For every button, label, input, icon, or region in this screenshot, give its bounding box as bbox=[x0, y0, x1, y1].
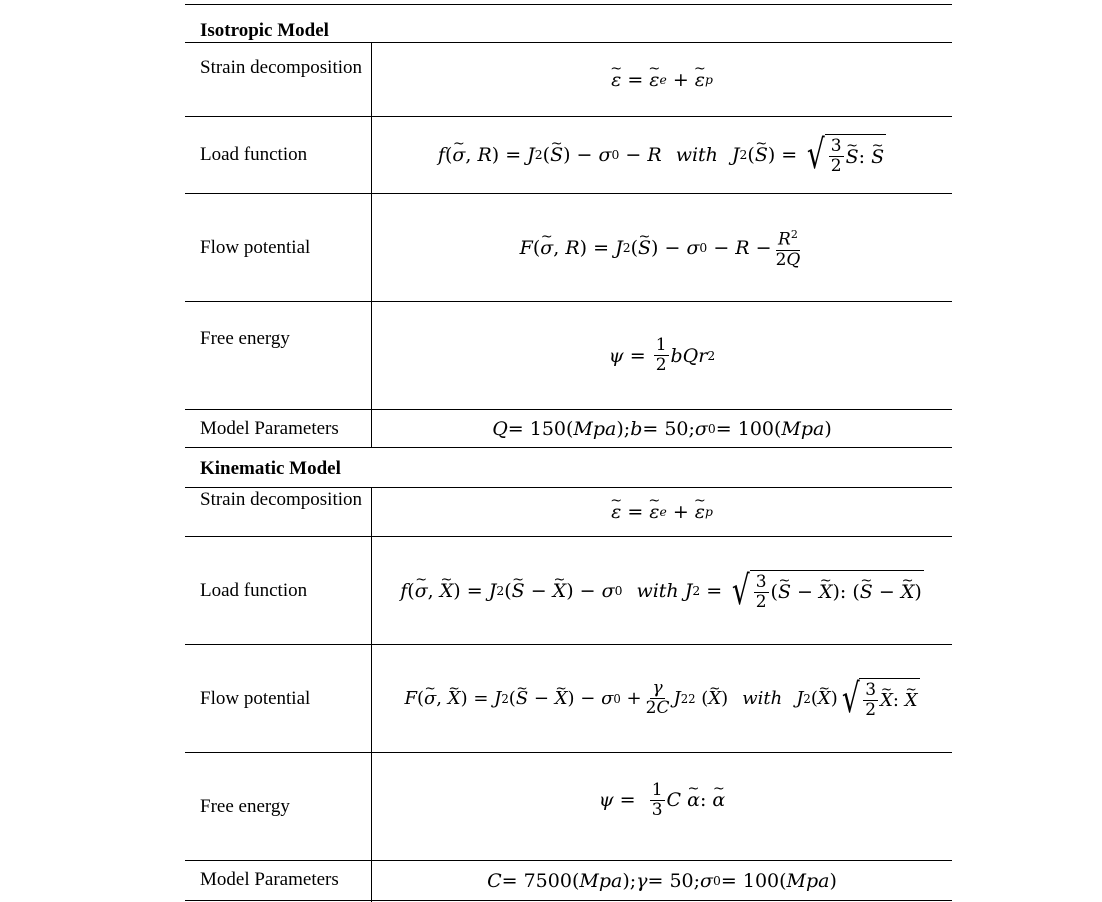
row-label-model-parameters: Model Parameters bbox=[200, 869, 339, 890]
formula-load-function-kin: f ( ~ σ , ~ X ) = J 2 ( ~ S − ~ X ) − σ 0 with J 2 = √ $\frac{3}{2}$ ( ~ S − ~ X ): ( ~ S − ~ X ) bbox=[372, 537, 952, 644]
section-title-isotropic: Isotropic Model bbox=[200, 20, 329, 41]
row-label-strain-decomposition: Strain decomposition bbox=[200, 489, 363, 510]
formula-free-energy-iso: ψ = $\frac{1}{2}$ bQr 2 bbox=[608, 335, 716, 375]
formula-load-function-iso: f ( ~ σ , R ) = J 2 ( ~ S ) − σ 0 − R with J 2 ( ~ S ) = √ $\frac{3}{2}$ ~ S : ~ S bbox=[372, 117, 952, 193]
formula-model-parameters-kin: C = 7500( Mpa ); γ = 50; σ 0 = 100( Mpa ) bbox=[487, 869, 837, 892]
row-label-load-function: Load function bbox=[200, 580, 308, 601]
row-rule bbox=[185, 447, 952, 448]
row-label-load-function: Load function bbox=[200, 144, 308, 165]
formula-flow-potential-kin: F ( ~ σ , ~ X ) = J 2 ( ~ S − ~ X ) − σ 0 + $\frac{\gamma}{2C}$ J 2 2 ( ~ X ) with J 2 ( ~ X ) √ $\frac{3}{2}$ ~ X : ~ X bbox=[372, 645, 952, 752]
row-label-strain-decomposition: Strain decomposition bbox=[200, 57, 363, 78]
formula-flow-potential-iso: F ( ~ σ , R ) = J 2 ( ~ S ) − σ 0 − R − $\frac{R^2}{2Q}$ bbox=[372, 194, 952, 301]
formula-free-energy-kin: ψ = $\frac{1}{3}$ C ~ α : ~ α bbox=[372, 765, 952, 835]
table-bottom-rule bbox=[185, 900, 952, 901]
table-top-rule bbox=[185, 4, 952, 5]
row-label-free-energy: Free energy bbox=[200, 796, 290, 817]
formula-strain-decomposition-kin: ~ ε = ~ ε e + ~ ε p bbox=[372, 488, 952, 536]
row-label-model-parameters: Model Parameters bbox=[200, 418, 339, 439]
formula-model-parameters-iso: Q = 150( Mpa ); b = 50; σ 0 = 100( Mpa ) bbox=[492, 417, 832, 440]
row-rule bbox=[185, 752, 952, 753]
row-label-flow-potential: Flow potential bbox=[200, 688, 311, 709]
row-label-free-energy: Free energy bbox=[200, 328, 290, 349]
formula-strain-decomposition-iso: ~ ε = ~ ε e + ~ ε p bbox=[372, 43, 952, 116]
section-title-kinematic: Kinematic Model bbox=[200, 458, 341, 479]
row-label-flow-potential: Flow potential bbox=[200, 237, 311, 258]
